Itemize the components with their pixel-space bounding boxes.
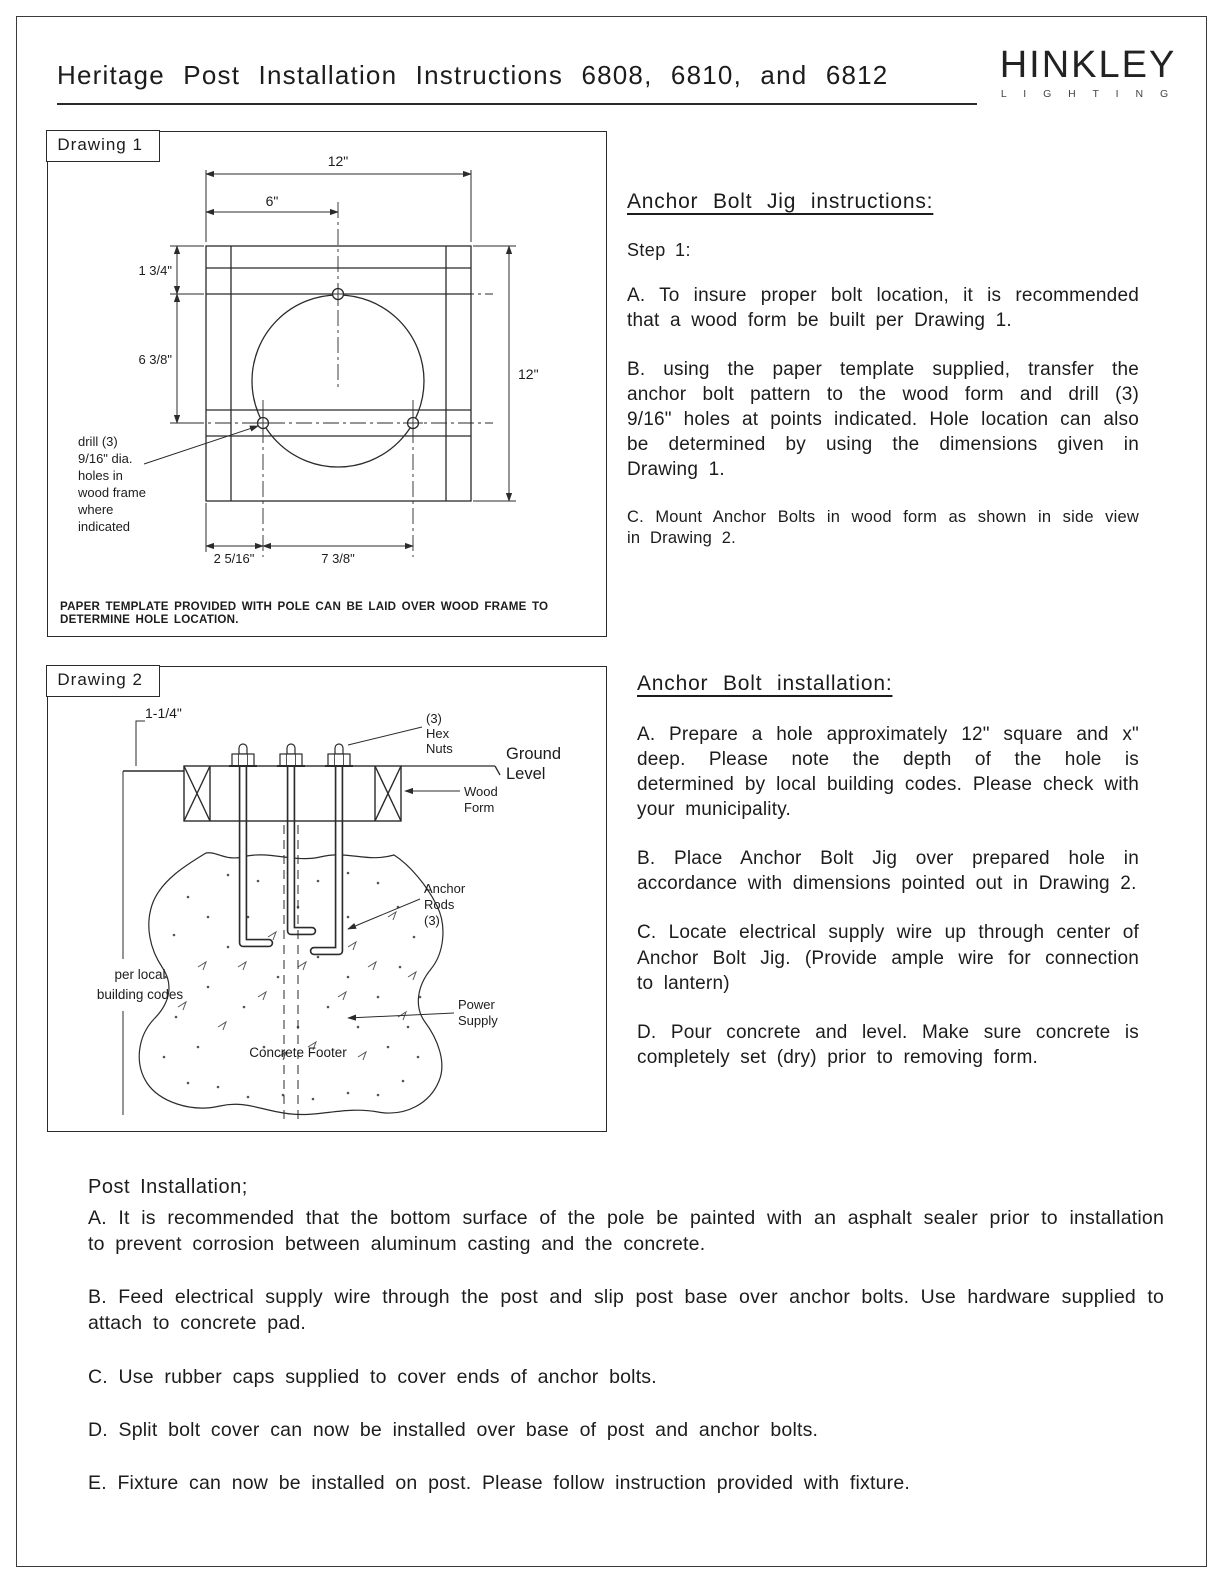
svg-text:Nuts: Nuts <box>426 741 453 756</box>
centerlines <box>188 202 493 557</box>
concrete-footer-label: Concrete Footer <box>249 1045 347 1060</box>
ground-level-label: Ground <box>506 745 562 763</box>
install-paragraph-a: A. Prepare a hole approximately 12" square and x" deep. Please note the depth of the hole is determined by local building codes. Please check with your municipality. <box>637 724 1139 821</box>
post-paragraph-e: E. Fixture can now be installed on post. Please follow instruction provided with fixture. <box>88 1471 911 1494</box>
drawing-1 <box>47 131 607 637</box>
page-title: Heritage Post Installation Instructions 6808, 6810, and 6812 <box>57 60 977 105</box>
wood-form-side-view <box>123 766 401 821</box>
drill-note-leader <box>144 426 258 464</box>
svg-text:9/16" dia.: 9/16" dia. <box>78 451 133 466</box>
post-installation <box>88 1176 1164 1523</box>
drawing-1-caption: PAPER TEMPLATE PROVIDED WITH POLE CAN BE LAID OVER WOOD FRAME TO DETERMINE HOLE LOCATION. <box>60 600 549 626</box>
anchor-bolt-installation <box>637 672 1139 1094</box>
svg-text:wood frame: wood frame <box>78 485 146 500</box>
dim-overhang: 1-1/4" <box>145 705 182 721</box>
svg-text:Rods: Rods <box>424 897 455 912</box>
jig-instructions <box>627 190 1139 574</box>
svg-text:Hex: Hex <box>426 726 450 741</box>
install-heading: Anchor Bolt installation: <box>637 672 893 695</box>
drill-note <box>77 434 146 534</box>
post-paragraph-d: D. Split bolt cover can now be installed over base of post and anchor bolts. <box>88 1418 819 1441</box>
jig-paragraph-a: A. To insure proper bolt location, it is recommended that a wood form be built per Drawing 1. <box>627 285 1139 332</box>
logo-wordmark: HINKLEY <box>999 44 1177 86</box>
dim-bottom-mid: 7 3/8" <box>321 551 355 566</box>
ground-level-line <box>401 766 500 775</box>
power-supply-label: Power <box>458 997 495 1012</box>
drawing-2-figure <box>48 667 606 1131</box>
dim-right: 12" <box>518 366 539 382</box>
jig-heading: Anchor Bolt Jig instructions: <box>627 190 934 213</box>
post-paragraph-b: B. Feed electrical supply wire through the post and slip post base over anchor bolts. Use hardware supplied to attach to concrete pad. <box>88 1286 1164 1335</box>
drawing-2 <box>47 666 607 1132</box>
drawing-1-label: Drawing 1 <box>46 130 160 162</box>
dim-left-mid: 6 3/8" <box>138 352 172 367</box>
install-paragraph-d: D. Pour concrete and level. Make sure concrete is completely set (dry) prior to removing form. <box>637 1021 1139 1068</box>
anchor-rods-label: Anchor <box>424 881 466 896</box>
dim-width: 12" <box>327 153 349 169</box>
dimension-lines <box>144 170 516 552</box>
building-codes-label: per local <box>114 967 166 982</box>
overhang-dim-leader <box>136 721 145 766</box>
dim-bottom-left: 2 5/16" <box>213 551 255 566</box>
hex-nuts-label: (3) <box>426 711 442 726</box>
dim-left-top: 1 3/4" <box>138 263 172 278</box>
drawing-2-label: Drawing 2 <box>46 665 160 697</box>
jig-paragraph-c: C. Mount Anchor Bolts in wood form as shown in side view in Drawing 2. <box>627 507 1139 548</box>
svg-text:Level: Level <box>506 765 546 783</box>
svg-text:holes in: holes in <box>78 468 123 483</box>
svg-text:Supply: Supply <box>458 1013 498 1028</box>
hex-nuts <box>229 744 353 766</box>
wood-form-top-view <box>206 246 471 501</box>
post-paragraph-a: A. It is recommended that the bottom surface of the pole be painted with an asphalt sealer prior to installation to prevent corrosion between aluminum casting and the concrete. <box>88 1207 1164 1256</box>
svg-text:indicated: indicated <box>78 519 131 534</box>
svg-text:building codes: building codes <box>96 987 184 1002</box>
wood-form-label: Wood <box>464 784 498 799</box>
drawing-1-figure <box>48 132 606 636</box>
logo-subtitle: L I G H T I N G <box>1000 88 1176 100</box>
jig-paragraph-b: B. using the paper template supplied, transfer the anchor bolt pattern to the wood form and drill (3) 9/16" holes at points indicated. Hole location can also be determined by using the dimensions given in Drawing 1. <box>627 359 1139 481</box>
hex-nuts-leader <box>348 727 422 745</box>
svg-text:drill (3): drill (3) <box>78 434 118 449</box>
hinkley-logo <box>998 44 1178 100</box>
svg-text:(3): (3) <box>424 913 440 928</box>
post-paragraph-c: C. Use rubber caps supplied to cover ends of anchor bolts. <box>88 1365 657 1388</box>
install-paragraph-c: C. Locate electrical supply wire up through center of Anchor Bolt Jig. (Provide ample wire for connection to lantern) <box>637 922 1139 994</box>
install-paragraph-b: B. Place Anchor Bolt Jig over prepared hole in accordance with dimensions pointed out in Drawing 2. <box>637 848 1139 895</box>
post-heading: Post Installation; <box>88 1176 248 1198</box>
svg-text:Form: Form <box>464 800 495 815</box>
svg-text:where: where <box>78 502 114 517</box>
jig-step: Step 1: <box>627 240 691 260</box>
dim-half: 6" <box>265 193 279 209</box>
